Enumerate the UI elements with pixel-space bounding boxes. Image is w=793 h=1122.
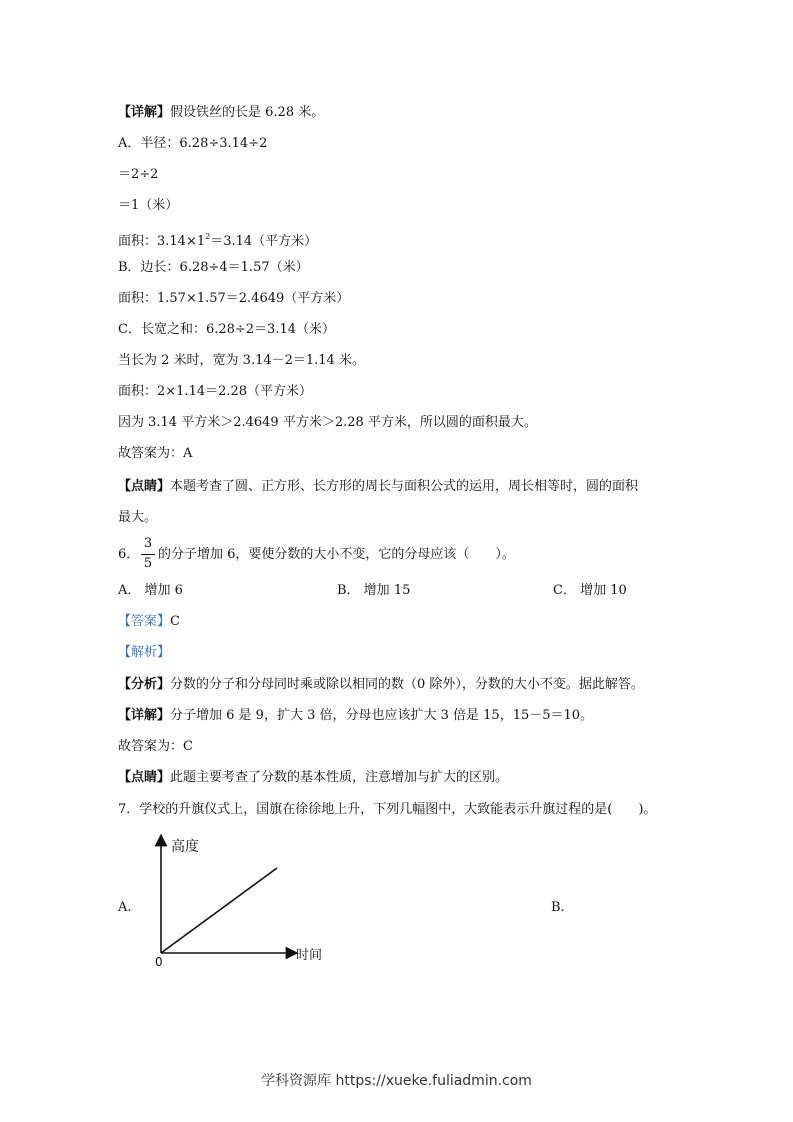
xiangjie-text: 分子增加 6 是 9，扩大 3 倍，分母也应该扩大 3 倍是 15，15－5＝10。 [170,708,594,723]
detail-text: 假设铁丝的长是 6.28 米。 [170,105,325,120]
origin-label: 0 [155,955,163,969]
xiangjie-tag: 【详解】 [118,708,171,723]
option-c: C． 增加 10 [553,583,627,598]
circle-area-b: ＝3.14（平方米） [210,234,318,249]
detail-tag: 【详解】 [118,105,171,120]
answer-value: C [170,614,180,629]
xiangjie-line [118,707,593,725]
calc-line-2: ＝1（米） [118,198,179,213]
rect-area-line: 面积：2×1.14＝2.28（平方米） [118,384,313,399]
option-a: A． 增加 6 [118,583,183,598]
option-b: B． 增加 15 [337,583,411,598]
side-length-line: B．边长：6.28÷4＝1.57（米） [118,260,309,275]
y-axis-label: 高度 [171,839,199,855]
compare-line: 因为 3.14 平方米＞2.4649 平方米＞2.28 平方米，所以圆的面积最大。 [118,415,537,430]
circle-area-line [118,228,317,251]
analysis-tag: 【解析】 [118,645,171,660]
calc-line-1: ＝2÷2 [118,167,159,182]
q7-option-b: B. [551,900,565,915]
detail-line [118,104,324,122]
answer-line-5: 故答案为：A [118,446,193,461]
circle-area-a: 面积：3.14×1 [118,234,206,249]
question-7-text: 7．学校的升旗仪式上，国旗在徐徐地上升，下列几幅图中，大致能表示升旗过程的是( )。 [118,802,657,817]
fraction-numerator: 3 [143,536,153,551]
width-line: 当长为 2 米时，宽为 3.14－2＝1.14 米。 [118,353,365,368]
result-line: 故答案为：C [118,739,193,754]
dianjing-line [118,769,508,787]
radius-line: A．半径：6.28÷3.14÷2 [118,136,268,151]
fraction-denominator: 5 [143,556,153,571]
sum-line: C．长宽之和：6.28÷2＝3.14（米） [118,322,336,337]
comment-text: 本题考查了圆、正方形、长方形的周长与面积公式的运用，周长相等时，圆的面积 [170,479,639,494]
superscript: 2 [205,232,211,241]
fraction-bar [141,554,155,555]
comment-line [118,478,638,496]
answer-line [118,613,180,631]
dianjing-text: 此题主要考查了分数的基本性质，注意增加与扩大的区别。 [170,770,509,785]
question-6-number: 6． [118,547,140,562]
square-area-line: 面积：1.57×1.57＝2.4649（平方米） [118,291,350,306]
footer-watermark: 学科资源库 https://xueke.fuliadmin.com [261,1073,532,1089]
fenxi-tag: 【分析】 [118,677,171,692]
dianjing-tag: 【点睛】 [118,770,171,785]
rising-line [161,868,277,953]
fenxi-text: 分数的分子和分母同时乘或除以相同的数（0 除外），分数的大小不变。据此解答。 [170,677,644,692]
comment-tag: 【点睛】 [118,479,171,494]
height-time-graph [146,832,336,972]
q7-option-a: A. [118,900,132,915]
comment-line-2: 最大。 [118,510,158,525]
answer-tag: 【答案】 [118,614,171,629]
x-axis-label: 时间 [296,948,323,963]
question-6-text: 的分子增加 6，要使分数的大小不变，它的分母应该（ ）。 [158,547,515,562]
fenxi-line [118,676,644,694]
